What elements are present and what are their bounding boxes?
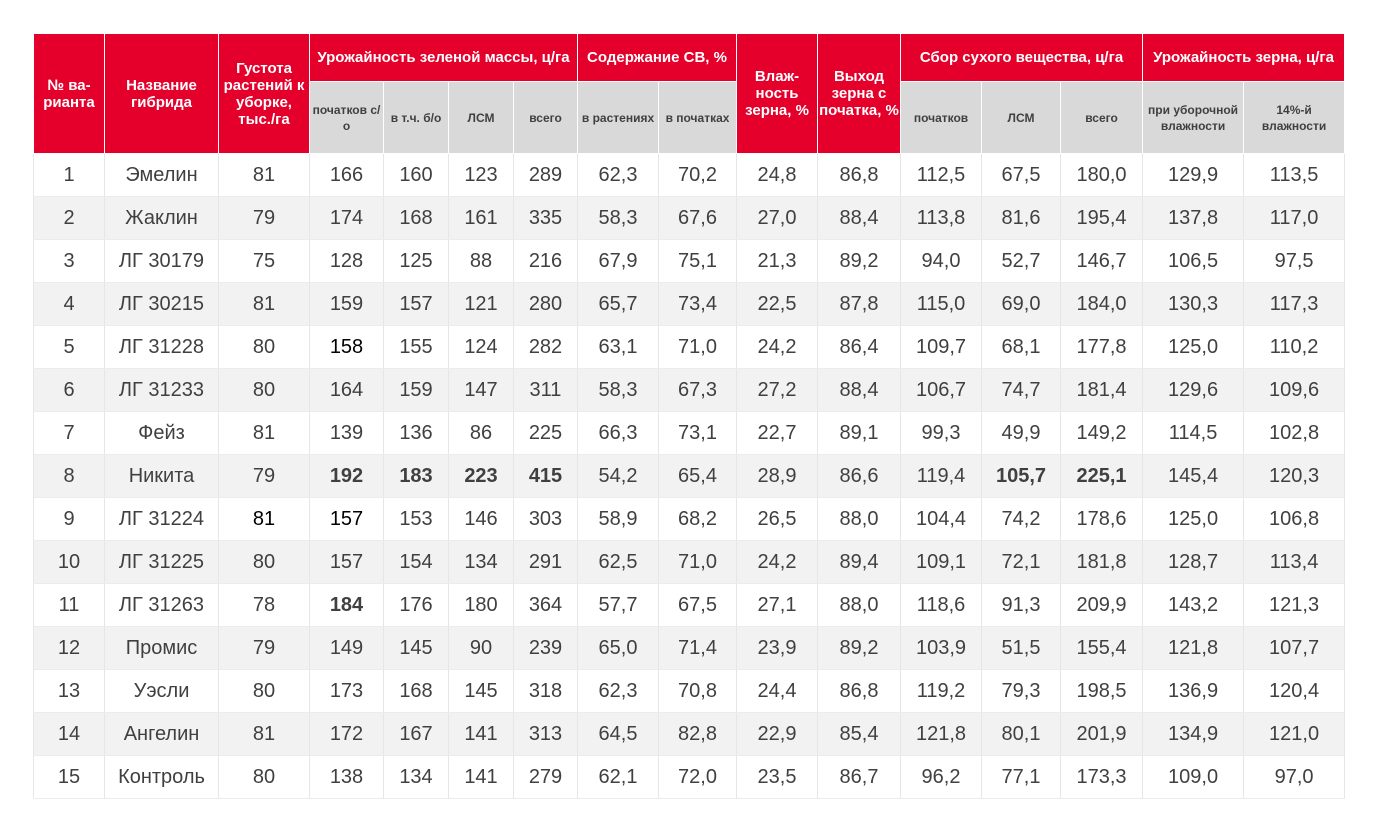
cell-dm-cobs: 82,8 <box>659 713 737 756</box>
table-row <box>34 369 1345 412</box>
cell-dm-cobs: 70,8 <box>659 670 737 713</box>
cell-gy-cobs: 157 <box>310 541 384 584</box>
cell-gr-14: 97,0 <box>1244 756 1345 799</box>
cell-dh-cobs: 104,4 <box>901 498 982 541</box>
cell-gy-incl: 136 <box>384 412 449 455</box>
cell-gr-harvest: 145,4 <box>1143 455 1244 498</box>
cell-dh-cobs: 109,1 <box>901 541 982 584</box>
subheader-gy-total: всего <box>514 82 578 154</box>
cell-name: ЛГ 31228 <box>105 326 219 369</box>
cell-density: 78 <box>219 584 310 627</box>
cell-gr-harvest: 136,9 <box>1143 670 1244 713</box>
hybrid-yield-table <box>33 33 1345 799</box>
cell-gy-lsm: 141 <box>449 756 514 799</box>
table-row <box>34 670 1345 713</box>
table-row <box>34 498 1345 541</box>
cell-grain-out: 86,7 <box>818 756 901 799</box>
cell-density: 80 <box>219 670 310 713</box>
cell-dm-plants: 66,3 <box>578 412 659 455</box>
cell-gy-lsm: 88 <box>449 240 514 283</box>
cell-name: Никита <box>105 455 219 498</box>
cell-name: Ангелин <box>105 713 219 756</box>
table-row <box>34 283 1345 326</box>
cell-name: Уэсли <box>105 670 219 713</box>
cell-gy-incl: 167 <box>384 713 449 756</box>
cell-gy-total: 289 <box>514 154 578 197</box>
cell-gr-14: 113,4 <box>1244 541 1345 584</box>
cell-density: 81 <box>219 412 310 455</box>
cell-density: 81 <box>219 498 310 541</box>
cell-moisture: 27,0 <box>737 197 818 240</box>
cell-gy-cobs: 172 <box>310 713 384 756</box>
cell-dm-cobs: 71,0 <box>659 541 737 584</box>
header-variant: № ва-рианта <box>34 34 105 154</box>
cell-grain-out: 86,8 <box>818 670 901 713</box>
cell-dh-total: 177,8 <box>1061 326 1143 369</box>
cell-dh-lsm: 91,3 <box>982 584 1061 627</box>
cell-dm-plants: 58,3 <box>578 369 659 412</box>
cell-moisture: 26,5 <box>737 498 818 541</box>
cell-gy-lsm: 134 <box>449 541 514 584</box>
cell-dm-plants: 58,3 <box>578 197 659 240</box>
cell-gr-harvest: 125,0 <box>1143 498 1244 541</box>
table-row <box>34 240 1345 283</box>
cell-gy-cobs: 173 <box>310 670 384 713</box>
cell-gr-14: 109,6 <box>1244 369 1345 412</box>
cell-gr-14: 117,0 <box>1244 197 1345 240</box>
cell-dm-cobs: 75,1 <box>659 240 737 283</box>
cell-moisture: 23,9 <box>737 627 818 670</box>
cell-dh-total: 201,9 <box>1061 713 1143 756</box>
cell-gy-incl: 176 <box>384 584 449 627</box>
header-grain-moisture: Влаж-ность зерна, % <box>737 34 818 154</box>
cell-n: 9 <box>34 498 105 541</box>
cell-gy-lsm: 180 <box>449 584 514 627</box>
cell-gr-14: 97,5 <box>1244 240 1345 283</box>
cell-dh-total: 209,9 <box>1061 584 1143 627</box>
cell-gy-total: 239 <box>514 627 578 670</box>
cell-moisture: 24,2 <box>737 326 818 369</box>
cell-gy-cobs: 164 <box>310 369 384 412</box>
cell-grain-out: 88,0 <box>818 498 901 541</box>
cell-gy-incl: 157 <box>384 283 449 326</box>
table-row <box>34 584 1345 627</box>
subheader-gy-lsm: ЛСМ <box>449 82 514 154</box>
cell-density: 80 <box>219 756 310 799</box>
header-dm-harvest: Сбор сухого вещества, ц/га <box>901 34 1143 82</box>
cell-dm-plants: 65,7 <box>578 283 659 326</box>
cell-density: 79 <box>219 627 310 670</box>
cell-dm-plants: 62,3 <box>578 154 659 197</box>
cell-dm-cobs: 67,6 <box>659 197 737 240</box>
cell-dh-cobs: 119,4 <box>901 455 982 498</box>
cell-gy-lsm: 146 <box>449 498 514 541</box>
cell-dm-plants: 62,3 <box>578 670 659 713</box>
cell-name: Эмелин <box>105 154 219 197</box>
cell-gr-harvest: 121,8 <box>1143 627 1244 670</box>
table-row <box>34 756 1345 799</box>
cell-gy-total: 216 <box>514 240 578 283</box>
cell-gy-cobs: 138 <box>310 756 384 799</box>
table-row <box>34 412 1345 455</box>
cell-grain-out: 85,4 <box>818 713 901 756</box>
cell-gy-total: 291 <box>514 541 578 584</box>
table-row <box>34 326 1345 369</box>
cell-name: Контроль <box>105 756 219 799</box>
cell-dh-lsm: 80,1 <box>982 713 1061 756</box>
cell-dm-cobs: 70,2 <box>659 154 737 197</box>
cell-gr-14: 121,3 <box>1244 584 1345 627</box>
cell-gr-harvest: 129,9 <box>1143 154 1244 197</box>
cell-gr-harvest: 125,0 <box>1143 326 1244 369</box>
cell-moisture: 28,9 <box>737 455 818 498</box>
cell-moisture: 21,3 <box>737 240 818 283</box>
cell-dh-cobs: 118,6 <box>901 584 982 627</box>
cell-gr-harvest: 128,7 <box>1143 541 1244 584</box>
cell-gy-cobs: 166 <box>310 154 384 197</box>
cell-n: 6 <box>34 369 105 412</box>
cell-n: 5 <box>34 326 105 369</box>
cell-grain-out: 89,2 <box>818 627 901 670</box>
cell-dm-plants: 58,9 <box>578 498 659 541</box>
cell-dm-cobs: 71,0 <box>659 326 737 369</box>
cell-name: ЛГ 31225 <box>105 541 219 584</box>
cell-n: 11 <box>34 584 105 627</box>
cell-dh-lsm: 51,5 <box>982 627 1061 670</box>
table-row <box>34 627 1345 670</box>
cell-gr-harvest: 106,5 <box>1143 240 1244 283</box>
subheader-gr-harvest: при уборочной влажности <box>1143 82 1244 154</box>
cell-gy-incl: 159 <box>384 369 449 412</box>
subheader-dm-cobs: в початках <box>659 82 737 154</box>
cell-dh-lsm: 49,9 <box>982 412 1061 455</box>
cell-gy-incl: 168 <box>384 197 449 240</box>
cell-dh-total: 180,0 <box>1061 154 1143 197</box>
cell-grain-out: 86,8 <box>818 154 901 197</box>
cell-dm-cobs: 73,1 <box>659 412 737 455</box>
cell-dm-plants: 64,5 <box>578 713 659 756</box>
cell-n: 8 <box>34 455 105 498</box>
cell-dh-total: 195,4 <box>1061 197 1143 240</box>
cell-dh-total: 181,8 <box>1061 541 1143 584</box>
cell-gy-incl: 154 <box>384 541 449 584</box>
cell-dh-total: 146,7 <box>1061 240 1143 283</box>
subheader-gy-incl: в т.ч. б/о <box>384 82 449 154</box>
cell-n: 2 <box>34 197 105 240</box>
cell-gy-incl: 125 <box>384 240 449 283</box>
subheader-gr-14: 14%-й влажности <box>1244 82 1345 154</box>
cell-dh-total: 181,4 <box>1061 369 1143 412</box>
cell-gy-incl: 183 <box>384 455 449 498</box>
cell-dh-cobs: 94,0 <box>901 240 982 283</box>
cell-name: Жаклин <box>105 197 219 240</box>
cell-dh-cobs: 109,7 <box>901 326 982 369</box>
subheader-gy-cobs: початков с/о <box>310 82 384 154</box>
cell-dh-cobs: 115,0 <box>901 283 982 326</box>
cell-gr-14: 120,4 <box>1244 670 1345 713</box>
cell-dm-cobs: 72,0 <box>659 756 737 799</box>
cell-gy-cobs: 128 <box>310 240 384 283</box>
cell-dm-plants: 57,7 <box>578 584 659 627</box>
cell-density: 75 <box>219 240 310 283</box>
cell-dh-lsm: 68,1 <box>982 326 1061 369</box>
cell-name: ЛГ 31233 <box>105 369 219 412</box>
cell-density: 80 <box>219 326 310 369</box>
cell-gy-incl: 134 <box>384 756 449 799</box>
cell-dh-lsm: 72,1 <box>982 541 1061 584</box>
cell-gy-cobs: 157 <box>310 498 384 541</box>
cell-dh-total: 198,5 <box>1061 670 1143 713</box>
cell-gy-total: 318 <box>514 670 578 713</box>
cell-gy-total: 279 <box>514 756 578 799</box>
cell-n: 12 <box>34 627 105 670</box>
cell-dm-plants: 62,5 <box>578 541 659 584</box>
cell-gr-harvest: 109,0 <box>1143 756 1244 799</box>
cell-dh-total: 225,1 <box>1061 455 1143 498</box>
cell-dh-cobs: 103,9 <box>901 627 982 670</box>
cell-gr-harvest: 137,8 <box>1143 197 1244 240</box>
cell-gr-14: 121,0 <box>1244 713 1345 756</box>
cell-gr-harvest: 129,6 <box>1143 369 1244 412</box>
cell-gy-cobs: 139 <box>310 412 384 455</box>
cell-gy-lsm: 90 <box>449 627 514 670</box>
cell-dh-cobs: 119,2 <box>901 670 982 713</box>
cell-dh-total: 155,4 <box>1061 627 1143 670</box>
cell-dm-plants: 67,9 <box>578 240 659 283</box>
cell-gy-incl: 153 <box>384 498 449 541</box>
cell-dm-cobs: 73,4 <box>659 283 737 326</box>
header-grain-output: Выход зерна с початка, % <box>818 34 901 154</box>
cell-n: 3 <box>34 240 105 283</box>
cell-dh-cobs: 99,3 <box>901 412 982 455</box>
cell-grain-out: 86,4 <box>818 326 901 369</box>
cell-dh-total: 173,3 <box>1061 756 1143 799</box>
cell-dh-cobs: 113,8 <box>901 197 982 240</box>
cell-density: 80 <box>219 541 310 584</box>
cell-dh-cobs: 96,2 <box>901 756 982 799</box>
cell-moisture: 24,2 <box>737 541 818 584</box>
cell-dh-lsm: 105,7 <box>982 455 1061 498</box>
cell-dm-plants: 62,1 <box>578 756 659 799</box>
cell-gy-total: 415 <box>514 455 578 498</box>
table-body <box>34 154 1345 799</box>
cell-grain-out: 88,4 <box>818 369 901 412</box>
cell-gy-total: 282 <box>514 326 578 369</box>
cell-dm-plants: 63,1 <box>578 326 659 369</box>
cell-dm-cobs: 68,2 <box>659 498 737 541</box>
cell-n: 15 <box>34 756 105 799</box>
cell-n: 10 <box>34 541 105 584</box>
cell-moisture: 22,7 <box>737 412 818 455</box>
cell-gy-incl: 160 <box>384 154 449 197</box>
cell-grain-out: 89,4 <box>818 541 901 584</box>
header-grain-yield: Урожайность зерна, ц/га <box>1143 34 1345 82</box>
table-row <box>34 541 1345 584</box>
cell-gr-harvest: 130,3 <box>1143 283 1244 326</box>
cell-dh-total: 149,2 <box>1061 412 1143 455</box>
cell-gy-total: 364 <box>514 584 578 627</box>
cell-gy-lsm: 123 <box>449 154 514 197</box>
cell-dh-lsm: 77,1 <box>982 756 1061 799</box>
cell-name: Промис <box>105 627 219 670</box>
cell-gy-lsm: 161 <box>449 197 514 240</box>
table-row <box>34 154 1345 197</box>
subheader-dh-lsm: ЛСМ <box>982 82 1061 154</box>
cell-gy-total: 313 <box>514 713 578 756</box>
cell-n: 4 <box>34 283 105 326</box>
cell-dh-cobs: 106,7 <box>901 369 982 412</box>
cell-gy-lsm: 124 <box>449 326 514 369</box>
cell-density: 81 <box>219 713 310 756</box>
cell-dh-lsm: 67,5 <box>982 154 1061 197</box>
cell-density: 81 <box>219 283 310 326</box>
cell-moisture: 27,2 <box>737 369 818 412</box>
header-hybrid-name: Название гибрида <box>105 34 219 154</box>
cell-gy-cobs: 158 <box>310 326 384 369</box>
cell-gy-lsm: 145 <box>449 670 514 713</box>
cell-gr-14: 102,8 <box>1244 412 1345 455</box>
cell-grain-out: 88,4 <box>818 197 901 240</box>
cell-gy-incl: 168 <box>384 670 449 713</box>
cell-density: 79 <box>219 455 310 498</box>
cell-gr-harvest: 134,9 <box>1143 713 1244 756</box>
cell-dh-cobs: 112,5 <box>901 154 982 197</box>
cell-dm-cobs: 71,4 <box>659 627 737 670</box>
cell-gy-total: 225 <box>514 412 578 455</box>
cell-gy-incl: 145 <box>384 627 449 670</box>
cell-dh-lsm: 74,7 <box>982 369 1061 412</box>
cell-gr-14: 117,3 <box>1244 283 1345 326</box>
cell-grain-out: 87,8 <box>818 283 901 326</box>
cell-gy-lsm: 86 <box>449 412 514 455</box>
cell-moisture: 27,1 <box>737 584 818 627</box>
table-row <box>34 713 1345 756</box>
cell-gy-lsm: 141 <box>449 713 514 756</box>
cell-gy-cobs: 174 <box>310 197 384 240</box>
cell-moisture: 24,8 <box>737 154 818 197</box>
cell-moisture: 23,5 <box>737 756 818 799</box>
cell-dh-total: 184,0 <box>1061 283 1143 326</box>
cell-gy-lsm: 121 <box>449 283 514 326</box>
cell-gy-cobs: 149 <box>310 627 384 670</box>
cell-dh-lsm: 52,7 <box>982 240 1061 283</box>
cell-moisture: 22,5 <box>737 283 818 326</box>
cell-dm-cobs: 67,3 <box>659 369 737 412</box>
cell-name: ЛГ 30179 <box>105 240 219 283</box>
cell-dh-total: 178,6 <box>1061 498 1143 541</box>
cell-gy-total: 303 <box>514 498 578 541</box>
cell-moisture: 22,9 <box>737 713 818 756</box>
subheader-dh-cobs: початков <box>901 82 982 154</box>
cell-gy-total: 311 <box>514 369 578 412</box>
table-row <box>34 455 1345 498</box>
cell-name: Фейз <box>105 412 219 455</box>
cell-dh-lsm: 79,3 <box>982 670 1061 713</box>
header-green-mass-yield: Урожайность зеленой массы, ц/га <box>310 34 578 82</box>
cell-gy-cobs: 184 <box>310 584 384 627</box>
cell-gr-14: 110,2 <box>1244 326 1345 369</box>
cell-gy-cobs: 159 <box>310 283 384 326</box>
table-row <box>34 197 1345 240</box>
cell-dh-lsm: 74,2 <box>982 498 1061 541</box>
cell-density: 80 <box>219 369 310 412</box>
cell-n: 14 <box>34 713 105 756</box>
cell-gy-lsm: 223 <box>449 455 514 498</box>
cell-gr-14: 106,8 <box>1244 498 1345 541</box>
cell-dh-cobs: 121,8 <box>901 713 982 756</box>
cell-gr-14: 113,5 <box>1244 154 1345 197</box>
cell-density: 81 <box>219 154 310 197</box>
cell-gr-14: 120,3 <box>1244 455 1345 498</box>
cell-name: ЛГ 31224 <box>105 498 219 541</box>
cell-dm-plants: 54,2 <box>578 455 659 498</box>
cell-grain-out: 89,1 <box>818 412 901 455</box>
cell-dh-lsm: 69,0 <box>982 283 1061 326</box>
cell-dh-lsm: 81,6 <box>982 197 1061 240</box>
cell-dm-plants: 65,0 <box>578 627 659 670</box>
subheader-dh-total: всего <box>1061 82 1143 154</box>
cell-grain-out: 89,2 <box>818 240 901 283</box>
cell-gr-harvest: 143,2 <box>1143 584 1244 627</box>
cell-gy-lsm: 147 <box>449 369 514 412</box>
subheader-dm-plants: в растениях <box>578 82 659 154</box>
cell-gr-14: 107,7 <box>1244 627 1345 670</box>
cell-n: 13 <box>34 670 105 713</box>
header-plant-density: Густота растений к уборке, тыс./га <box>219 34 310 154</box>
cell-gy-total: 335 <box>514 197 578 240</box>
cell-n: 7 <box>34 412 105 455</box>
cell-grain-out: 86,6 <box>818 455 901 498</box>
cell-dm-cobs: 67,5 <box>659 584 737 627</box>
cell-moisture: 24,4 <box>737 670 818 713</box>
cell-gr-harvest: 114,5 <box>1143 412 1244 455</box>
cell-gy-incl: 155 <box>384 326 449 369</box>
cell-density: 79 <box>219 197 310 240</box>
cell-name: ЛГ 30215 <box>105 283 219 326</box>
cell-gy-cobs: 192 <box>310 455 384 498</box>
cell-gy-total: 280 <box>514 283 578 326</box>
cell-grain-out: 88,0 <box>818 584 901 627</box>
header-dm-content: Содержание СВ, % <box>578 34 737 82</box>
cell-name: ЛГ 31263 <box>105 584 219 627</box>
cell-dm-cobs: 65,4 <box>659 455 737 498</box>
cell-n: 1 <box>34 154 105 197</box>
